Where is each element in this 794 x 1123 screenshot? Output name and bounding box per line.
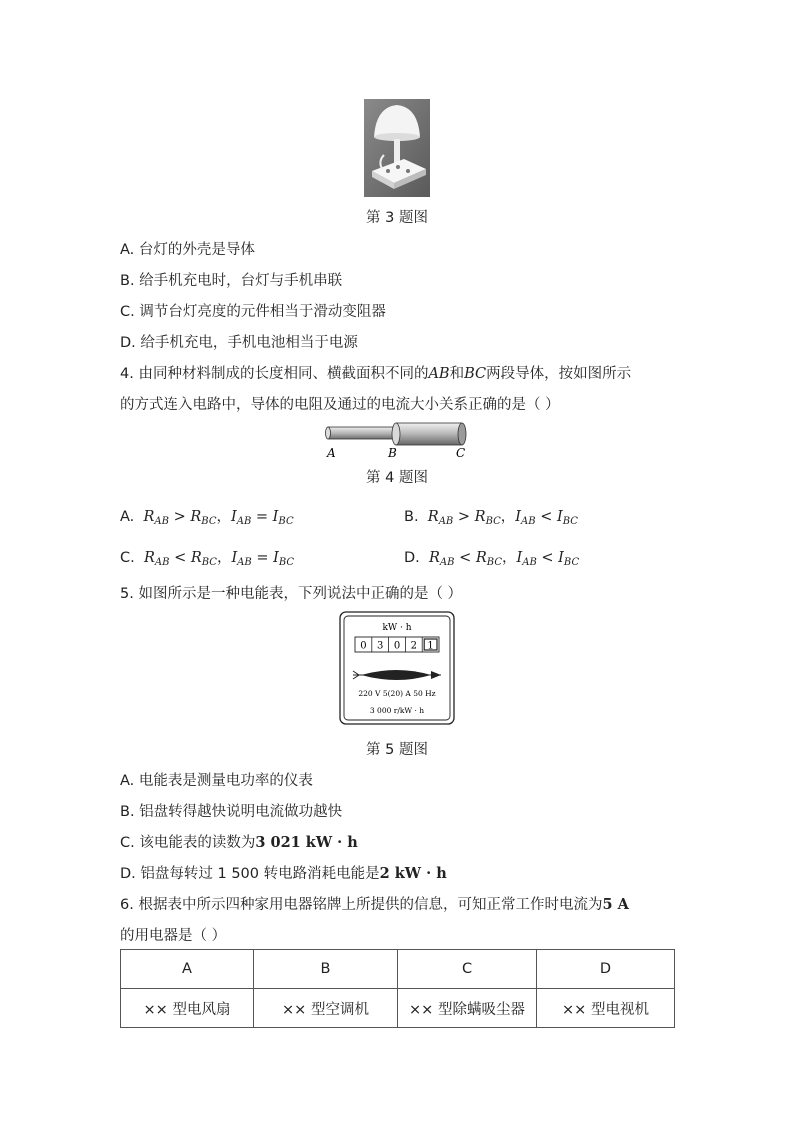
- lamp-photo: [364, 99, 430, 197]
- table-cell: ×× 型空调机: [254, 989, 398, 1028]
- table-header-cell: C: [398, 950, 537, 989]
- q5-option-d: D. 铝盘每转过 1 500 转电路消耗电能是2 kW · h: [120, 865, 447, 882]
- meter-digit: 1: [427, 640, 434, 652]
- table-cell: ×× 型除螨吸尘器: [398, 989, 537, 1028]
- label-c: C: [456, 446, 466, 460]
- q5-stem: 5. 如图所示是一种电能表，下列说法中正确的是（ ）: [120, 586, 463, 602]
- q4-option-a: A. $R_{AB} > R_{BC}$，$I_{AB} = I_{BC}$: [120, 509, 294, 527]
- meter-rating: 220 V 5(20) A 50 Hz: [358, 689, 436, 698]
- figure-5-caption: 第 5 题图: [366, 742, 428, 758]
- appliance-table: [120, 949, 675, 1028]
- q3-option-a: A. 台灯的外壳是导体: [120, 242, 255, 258]
- table-header-row: [121, 950, 675, 989]
- q4-option-d: D. $R_{AB} < R_{BC}$，$I_{AB} < I_{BC}$: [404, 550, 580, 568]
- q3-option-b: B. 给手机充电时，台灯与手机串联: [120, 273, 343, 289]
- q6-stem-line1: 6. 根据表中所示四种家用电器铭牌上所提供的信息，可知正常工作时电流为5 A: [120, 896, 629, 913]
- table-header-cell: B: [254, 950, 398, 989]
- meter-digit: 0: [393, 640, 401, 652]
- meter-digit: 3: [377, 640, 384, 652]
- table-header-cell: D: [537, 950, 675, 989]
- energy-meter-figure: [339, 611, 455, 725]
- figure-4-caption: 第 4 题图: [366, 470, 428, 486]
- meter-constant: 3 000 r/kW · h: [369, 706, 425, 715]
- q6-stem-line2: 的用电器是（ ）: [120, 928, 227, 944]
- table-header-cell: A: [121, 950, 254, 989]
- label-a: A: [327, 446, 336, 460]
- table-cell: ×× 型电风扇: [121, 989, 254, 1028]
- q3-option-d: D. 给手机充电，手机电池相当于电源: [120, 335, 358, 351]
- table-row: [121, 989, 675, 1028]
- q4-option-c: C. $R_{AB} < R_{BC}$，$I_{AB} = I_{BC}$: [120, 550, 295, 568]
- meter-digit: 2: [410, 640, 417, 652]
- meter-digits: [355, 637, 439, 652]
- figure-3-caption: 第 3 题图: [366, 210, 428, 226]
- q5-option-c: C. 该电能表的读数为3 021 kW · h: [120, 834, 358, 851]
- q4-stem-line2: 的方式连入电路中，导体的电阻及通过的电流大小关系正确的是（ ）: [120, 397, 560, 413]
- meter-digit: 0: [360, 640, 367, 652]
- conductor-figure: [320, 419, 470, 461]
- meter-unit: kW · h: [382, 623, 412, 633]
- table-cell: ×× 型电视机: [537, 989, 675, 1028]
- q5-option-b: B. 铝盘转得越快说明电流做功越快: [120, 804, 343, 820]
- q3-option-c: C. 调节台灯亮度的元件相当于滑动变阻器: [120, 304, 386, 320]
- q4-option-b: B. $R_{AB} > R_{BC}$，$I_{AB} < I_{BC}$: [404, 509, 578, 527]
- q5-option-a: A. 电能表是测量电功率的仪表: [120, 773, 313, 789]
- label-b: B: [388, 446, 397, 460]
- q4-stem-line1: 4. 由同种材料制成的长度相同、横截面积不同的AB和BC两段导体，按如图所示: [120, 366, 632, 382]
